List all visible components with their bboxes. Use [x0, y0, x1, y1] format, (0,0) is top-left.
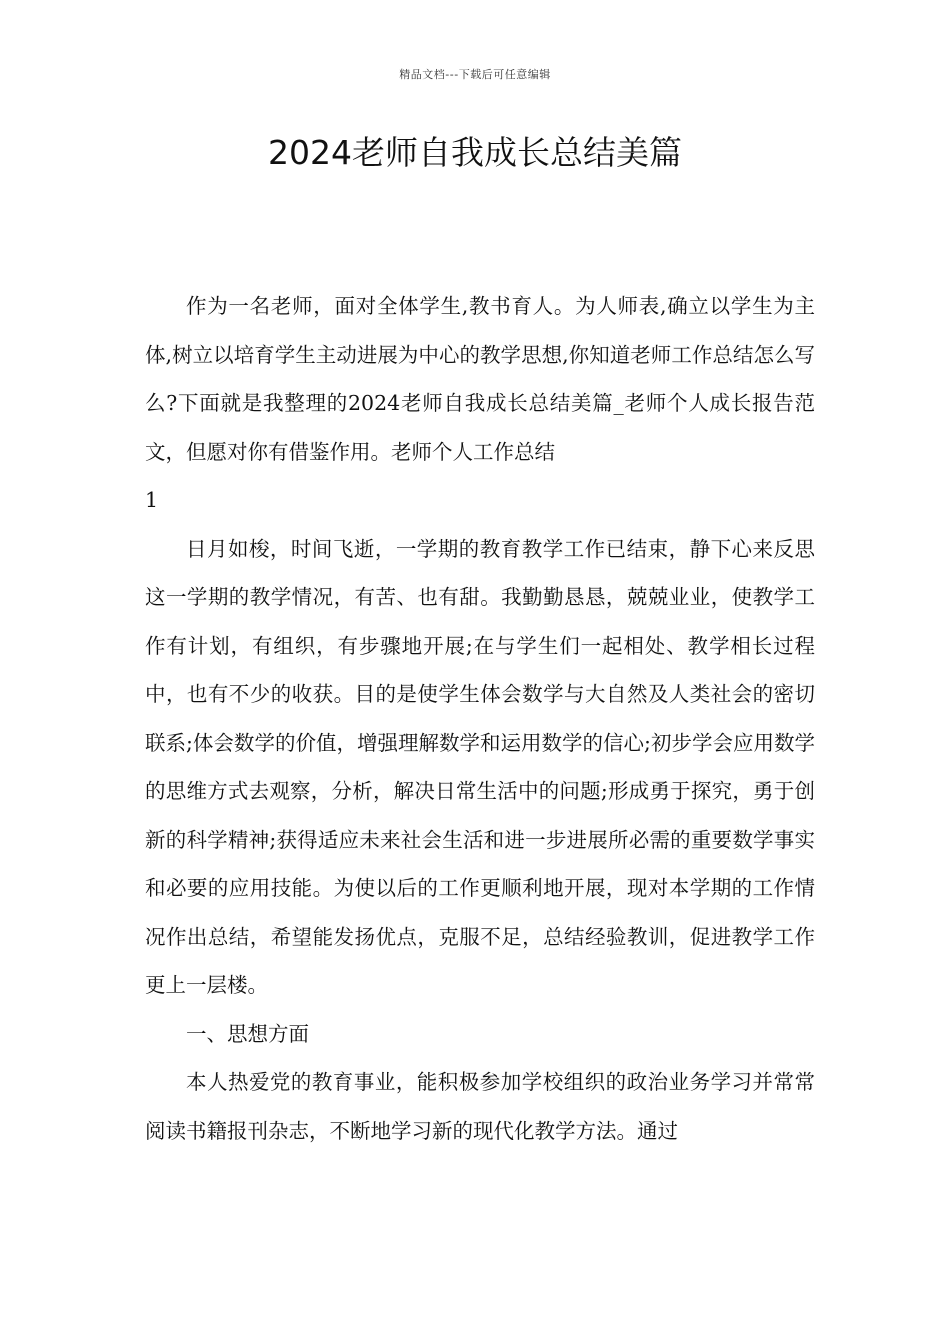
document-body	[145, 282, 815, 1155]
body-paragraph-intro-number: 1	[145, 488, 159, 512]
body-paragraph-reflection: 日月如梭，时间飞逝，一学期的教育教学工作已结束，静下心来反思这一学期的教学情况，有苦、也有甜。我勤勤恳恳，兢兢业业，使教学工作有计划，有组织，有步骤地开展;在与学生们一起相处、教学相长过程中，也有不少的收获。目的是使学生体会数学与大自然及人类社会的密切联系;体会数学的价值，增强理解数学和运用数学的信心;初步学会应用数学的思维方式去观察，分析，解决日常生活中的问题;形成勇于探究，勇于创新的科学精神;获得适应未来社会生活和进一步进展所必需的重要数学事实和必要的应用技能。为使以后的工作更顺利地开展，现对本学期的工作情况作出总结，希望能发扬优点，克服不足，总结经验教训，促进教学工作更上一层楼。	[145, 536, 815, 997]
body-paragraph-intro: 作为一名老师，面对全体学生,教书育人。为人师表,确立以学生为主体,树立以培育学生主动进展为中心的教学思想,你知道老师工作总结怎么写么?下面就是我整理的2024老师自我成长总结美篇_老师个人成长报告范文，但愿对你有借鉴作用。老师个人工作总结	[145, 294, 815, 464]
body-paragraph-thought: 本人热爱党的教育事业，能积极参加学校组织的政治业务学习并常常阅读书籍报刊杂志，不断地学习新的现代化教学方法。通过	[145, 1070, 815, 1143]
document-header-note: 精品文档---下载后可任意编辑	[399, 68, 551, 81]
section-heading-thought: 一、思想方面	[186, 1021, 309, 1046]
document-title: 2024老师自我成长总结美篇	[268, 133, 682, 172]
